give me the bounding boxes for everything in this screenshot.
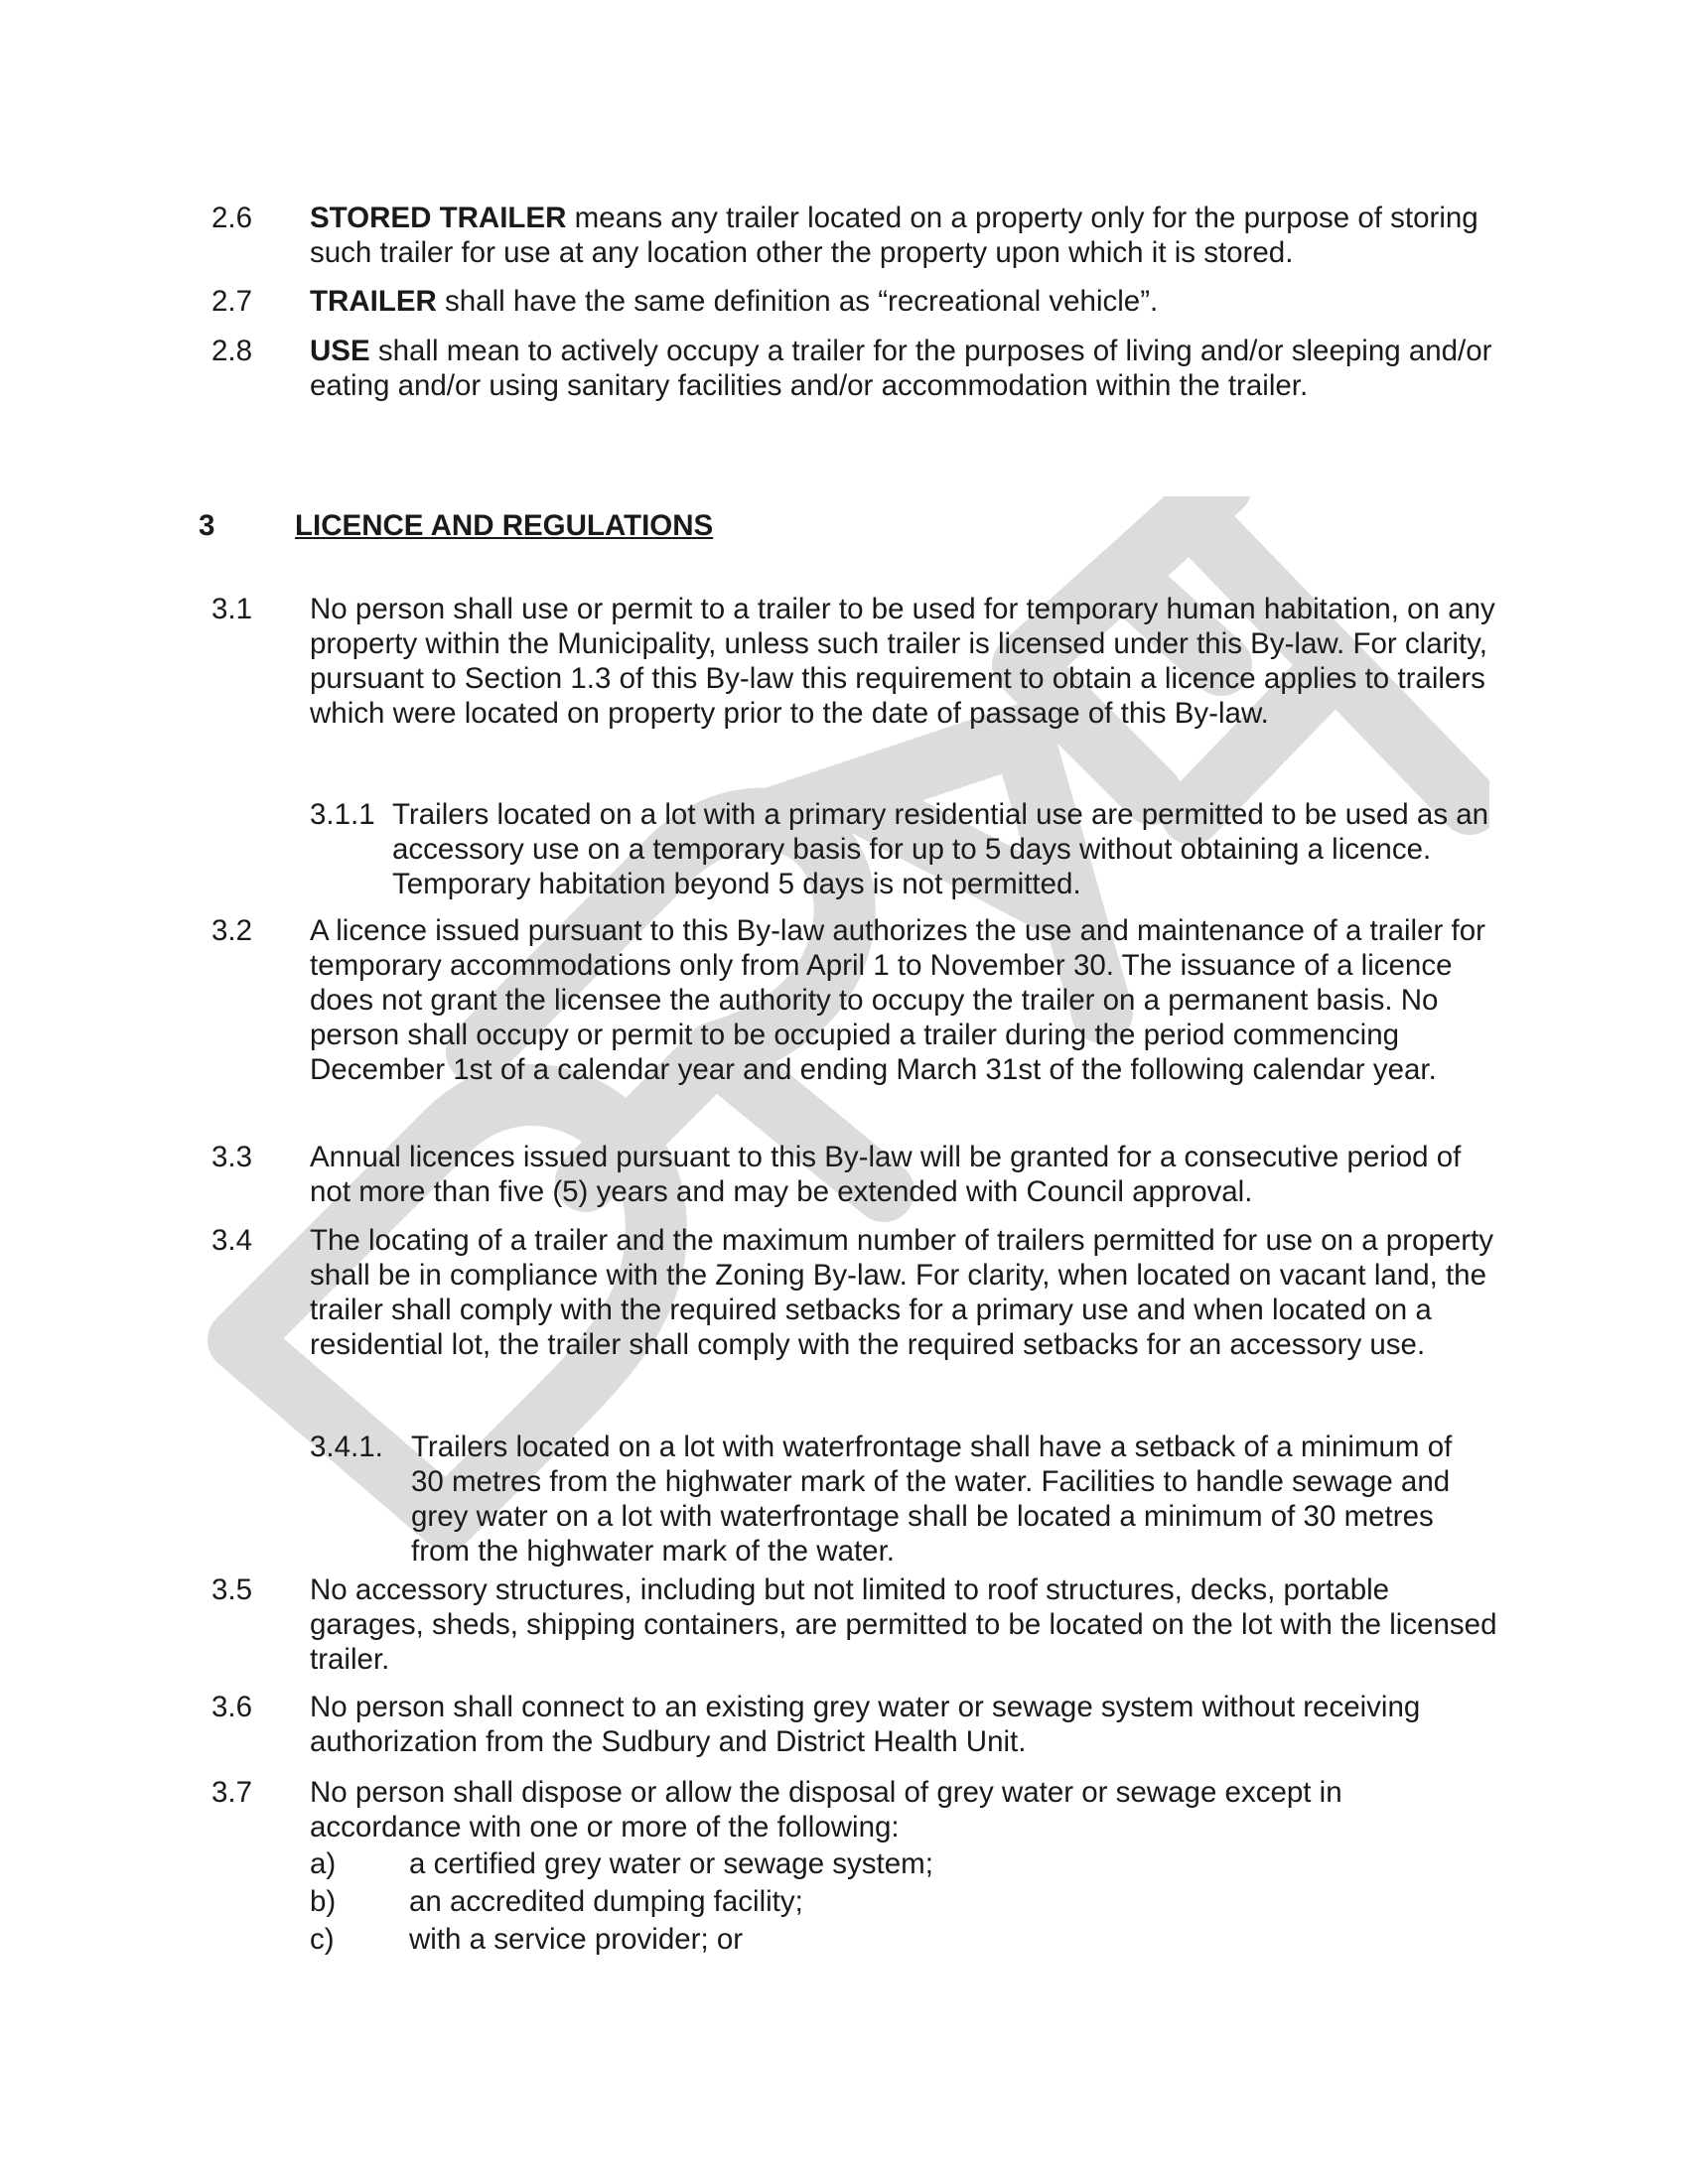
clause-text-3-4: The locating of a trailer and the maximum number of trailers permitted for use on a property shall be in compliance with the Zoning By-law. For clarity, when located on vacant land, the trailer shall comply with the required setbacks for a primary use and when located on a residential lot, the trailer shall comply with the required setbacks for an accessory use. (310, 1224, 1494, 1361)
definition-text (310, 284, 1501, 319)
section-number: 3 (199, 509, 215, 542)
clause-number-3-2: 3.2 (211, 914, 253, 947)
definition-term: STORED TRAILER (310, 202, 567, 234)
definition-number: 2.8 (211, 335, 253, 367)
definition-description: means any trailer located on a property only for the purpose of storing such trailer for use at any location other the property upon which it is stored. (310, 202, 1478, 269)
definition-text (310, 201, 1501, 270)
list-item-text: a certified grey water or sewage system; (409, 1847, 933, 1880)
clause-number-3-3: 3.3 (211, 1141, 253, 1173)
list-item-label: a) (310, 1847, 337, 1880)
definition-number: 2.6 (211, 202, 253, 234)
clause-text-3-7: No person shall dispose or allow the disposal of grey water or sewage except in accordance with one or more of the following: (310, 1776, 1342, 1843)
clause-text-3-6: No person shall connect to an existing grey water or sewage system without receiving authorization from the Sudbury and District Health Unit. (310, 1691, 1421, 1758)
list-item-text: an accredited dumping facility; (409, 1885, 803, 1918)
clause-text-3-5: No accessory structures, including but not limited to roof structures, decks, portable garages, sheds, shipping containers, are permitted to be located on the lot with the licensed trailer. (310, 1573, 1497, 1676)
clause-number-3-4: 3.4 (211, 1224, 253, 1257)
clause-text-3-1-1: Trailers located on a lot with a primary residential use are permitted to be used as an accessory use on a temporary basis for up to 5 days without obtaining a licence. Temporary habitation beyond 5 days is not permitted. (392, 798, 1489, 900)
clause-number-3-5: 3.5 (211, 1573, 253, 1606)
definition-term: TRAILER (310, 285, 437, 318)
list-item-label: b) (310, 1885, 337, 1918)
clause-text-3-3: Annual licences issued pursuant to this By-law will be granted for a consecutive period of not more than five (5) years and may be extended with Council approval. (310, 1141, 1462, 1208)
clause-text-3-2: A licence issued pursuant to this By-law authorizes the use and maintenance of a trailer for temporary accommodations only from April 1 to November 30. The issuance of a licence does not grant the licensee the authority to occupy the trailer on a permanent basis. No person shall occupy or permit to be occupied a trailer during the period commencing December 1st of a calendar year and ending March 31st of the following calendar year. (310, 914, 1485, 1086)
clause-number-3-1-1: 3.1.1 (310, 798, 375, 831)
clause-number-3-7: 3.7 (211, 1776, 253, 1809)
section-title: LICENCE AND REGULATIONS (295, 509, 714, 542)
clause-text-3-1: No person shall use or permit to a trailer to be used for temporary human habitation, on any property within the Municipality, unless such trailer is licensed under this By-law. For clarity, pursuant to Section 1.3 of this By-law this requirement to obtain a licence applies to trailers which were located on property prior to the date of passage of this By-law. (310, 593, 1495, 730)
clause-text-3-4-1: Trailers located on a lot with waterfrontage shall have a setback of a minimum of 30 metres from the highwater mark of the water. Facilities to handle sewage and grey water on a lot with waterfrontage shall be located a minimum of 30 metres from the highwater mark of the water. (411, 1431, 1453, 1568)
list-item-text: with a service provider; or (409, 1923, 744, 1956)
definition-term: USE (310, 335, 370, 367)
clause-number-3-1: 3.1 (211, 593, 253, 625)
definition-description: shall mean to actively occupy a trailer for the purposes of living and/or sleeping and/or eating and/or using sanitary facilities and/or accommodation within the trailer. (310, 335, 1492, 402)
definition-text (310, 334, 1501, 403)
list-item-label: c) (310, 1923, 335, 1956)
definition-number: 2.7 (211, 285, 253, 318)
definition-description: shall have the same definition as “recreational vehicle”. (436, 285, 1159, 318)
clause-number-3-4-1: 3.4.1. (310, 1431, 383, 1463)
clause-number-3-6: 3.6 (211, 1691, 253, 1723)
